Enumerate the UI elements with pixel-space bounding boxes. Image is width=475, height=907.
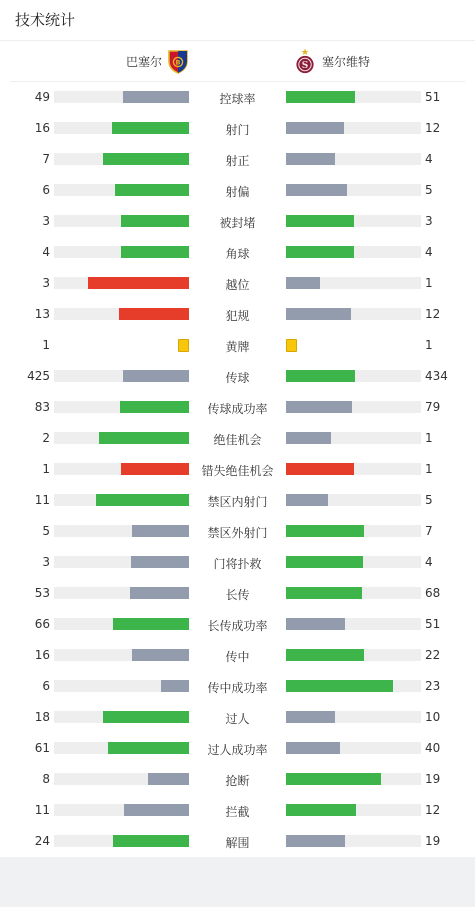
home-stat-bar [99,432,189,444]
away-stat-track [286,525,421,537]
stat-row [0,609,475,640]
home-stat-bar [130,587,189,599]
home-stat-bar [121,246,189,258]
home-stat-value: 7 [42,152,50,166]
away-stat-value: 22 [425,648,441,662]
home-stat-track [54,711,189,723]
away-stat-value: 10 [425,710,441,724]
away-stat-track [286,432,421,444]
home-stat-track [54,91,189,103]
away-stat-bar [286,742,340,754]
home-stat-value: 11 [34,493,50,507]
stat-row [0,299,475,330]
yellow-card-icon [178,339,189,352]
stat-label: 门将扑救 [213,557,262,571]
away-stat-value: 7 [425,524,433,538]
stat-label: 传球 [225,371,250,385]
home-stat-value: 3 [42,555,50,569]
home-stat-bar [88,277,189,289]
away-stat-track [286,649,421,661]
stat-label: 传中成功率 [207,681,268,695]
away-stat-value: 19 [425,834,441,848]
away-stat-value: 23 [425,679,441,693]
away-stat-track [286,587,421,599]
stat-row [0,330,475,361]
away-stat-bar [286,618,345,630]
away-stat-value: 51 [425,90,441,104]
away-stat-bar [286,215,354,227]
stat-label: 禁区内射门 [207,495,268,509]
page-title: 技术统计 [0,0,475,41]
stat-label: 拦截 [225,805,250,819]
stat-row [0,764,475,795]
home-stat-track [54,308,189,320]
away-stat-value: 12 [425,307,441,321]
away-stat-track [286,401,421,413]
away-stat-value: 4 [425,245,433,259]
home-stat-track [54,277,189,289]
away-stat-track [286,370,421,382]
away-stat-bar [286,463,354,475]
home-stat-bar [119,308,189,320]
home-stat-bar [112,122,189,134]
away-stat-value: 1 [425,338,433,352]
away-stat-bar [286,835,345,847]
stat-label: 绝佳机会 [213,433,262,447]
away-stat-value: 4 [425,555,433,569]
teams-header [10,41,465,82]
home-stat-track [54,680,189,692]
stat-label: 长传成功率 [207,619,268,633]
stat-row [0,361,475,392]
home-stat-value: 2 [42,431,50,445]
home-stat-bar [131,556,189,568]
home-stat-bar [123,91,189,103]
away-stat-value: 1 [425,431,433,445]
stat-row [0,826,475,857]
home-stat-track [54,773,189,785]
home-stat-value: 49 [34,90,50,104]
away-stat-value: 12 [425,803,441,817]
stat-row [0,640,475,671]
away-stat-value: 68 [425,586,441,600]
away-stat-track [286,835,421,847]
away-stat-track [286,277,421,289]
away-stat-track [286,773,421,785]
away-stat-value: 3 [425,214,433,228]
home-stat-value: 18 [34,710,50,724]
away-stat-value: 79 [425,400,441,414]
home-stat-bar [132,525,189,537]
home-stat-bar [103,711,189,723]
away-stat-value: 51 [425,617,441,631]
home-team-name: 巴塞尔 [125,54,162,69]
home-stat-track [54,153,189,165]
home-stat-track [54,463,189,475]
away-stat-bar [286,773,381,785]
away-stat-bar [286,122,344,134]
home-stat-bar [161,680,189,692]
away-stat-bar [286,556,363,568]
home-stat-bar [120,401,189,413]
away-stat-value: 4 [425,152,433,166]
home-stat-bar [123,370,189,382]
away-stat-bar [286,525,364,537]
away-stat-value: 1 [425,276,433,290]
home-stat-track [54,556,189,568]
home-stat-value: 24 [34,834,50,848]
home-stat-bar [103,153,189,165]
away-stat-track [286,680,421,692]
away-stat-bar [286,308,351,320]
away-stat-value: 40 [425,741,441,755]
home-stat-value: 8 [42,772,50,786]
stat-row [0,268,475,299]
home-stat-track [54,587,189,599]
away-stat-track [286,618,421,630]
away-stat-value: 12 [425,121,441,135]
away-stat-track [286,804,421,816]
stat-label: 角球 [225,247,250,261]
away-stat-track [286,556,421,568]
home-stat-value: 53 [34,586,50,600]
stat-label: 传中 [225,650,250,664]
away-stat-value: 5 [425,493,433,507]
away-stat-track [286,215,421,227]
away-stat-value: 1 [425,462,433,476]
away-stat-value: 5 [425,183,433,197]
home-stat-track [54,742,189,754]
stat-row [0,578,475,609]
away-stat-bar [286,711,335,723]
home-stat-value: 4 [42,245,50,259]
away-stat-bar [286,184,347,196]
stat-label: 错失绝佳机会 [201,464,274,478]
away-stat-bar [286,804,356,816]
stat-label: 禁区外射门 [207,526,268,540]
away-stat-bar [286,649,364,661]
home-stat-bar [115,184,189,196]
home-stat-bar [132,649,189,661]
away-stat-bar [286,153,335,165]
home-stat-bar [113,835,189,847]
stat-row [0,175,475,206]
home-stat-value: 16 [34,121,50,135]
away-stat-bar [286,246,354,258]
stat-row [0,82,475,113]
home-stat-value: 6 [42,679,50,693]
away-stat-track [286,184,421,196]
stat-row [0,113,475,144]
home-stat-value: 1 [42,462,50,476]
stat-row [0,206,475,237]
home-team[interactable] [126,41,190,81]
home-stat-track [54,835,189,847]
stat-row [0,454,475,485]
home-stat-value: 16 [34,648,50,662]
away-stat-bar [286,401,352,413]
stat-label: 抢断 [225,774,250,788]
home-stat-bar [121,215,189,227]
home-stat-track [54,649,189,661]
away-stat-bar [286,277,320,289]
home-stat-value: 5 [42,524,50,538]
away-stat-bar [286,587,362,599]
stat-row [0,485,475,516]
stat-label: 过人成功率 [207,743,268,757]
stat-row [0,144,475,175]
home-stat-track [54,184,189,196]
stat-label: 射偏 [225,185,250,199]
stats-list [0,82,475,857]
stat-row [0,671,475,702]
home-stat-value: 3 [42,276,50,290]
away-stat-bar [286,432,331,444]
home-stat-track [54,432,189,444]
stat-label: 射门 [225,123,250,137]
home-stat-track [54,122,189,134]
home-stat-value: 66 [34,617,50,631]
away-team-name: 塞尔维特 [322,54,371,69]
stat-label: 长传 [225,588,250,602]
stat-label: 控球率 [219,92,256,106]
away-stat-bar [286,91,355,103]
stat-label: 解围 [225,836,250,850]
stat-row [0,423,475,454]
home-stat-track [54,370,189,382]
away-stat-bar [286,370,355,382]
away-stat-bar [286,494,328,506]
away-stat-track [286,463,421,475]
home-stat-value: 3 [42,214,50,228]
home-stat-value: 13 [34,307,50,321]
away-stat-track [286,246,421,258]
home-stat-bar [113,618,189,630]
away-stat-track [286,122,421,134]
home-stat-bar [148,773,189,785]
stat-label: 黄牌 [225,340,250,354]
stat-row [0,516,475,547]
home-stat-value: 6 [42,183,50,197]
away-stat-value: 434 [425,369,448,383]
stat-row [0,733,475,764]
home-stat-track [54,525,189,537]
home-stat-value: 11 [34,803,50,817]
away-stat-value: 19 [425,772,441,786]
away-team[interactable] [293,41,370,81]
away-stat-track [286,91,421,103]
svg-text:S: S [301,61,309,71]
home-stat-bar [121,463,189,475]
stat-label: 越位 [225,278,250,292]
stat-row [0,702,475,733]
yellow-card-icon [286,339,297,352]
home-stat-track [54,804,189,816]
home-stat-track [54,618,189,630]
stat-label: 过人 [225,712,250,726]
home-stat-bar [96,494,189,506]
home-stat-track [54,494,189,506]
away-stat-bar [286,680,393,692]
home-stat-track [54,246,189,258]
home-stat-value: 83 [34,400,50,414]
stat-row [0,392,475,423]
home-stat-value: 1 [42,338,50,352]
stat-label: 被封堵 [219,216,256,230]
home-stat-track [54,401,189,413]
fc-basel-crest-icon [166,48,190,74]
stat-row [0,547,475,578]
stat-row [0,795,475,826]
home-stat-track [54,215,189,227]
stat-label: 犯规 [225,309,250,323]
home-stat-bar [124,804,189,816]
stat-label: 射正 [225,154,250,168]
stat-row [0,237,475,268]
away-stat-track [286,711,421,723]
home-stat-bar [108,742,189,754]
away-stat-track [286,308,421,320]
servette-fc-crest-icon [293,48,317,74]
svg-text:B: B [175,58,181,67]
home-stat-value: 425 [27,369,50,383]
stat-label: 传球成功率 [207,402,268,416]
away-stat-track [286,494,421,506]
away-stat-track [286,742,421,754]
home-stat-value: 61 [34,741,50,755]
away-stat-track [286,153,421,165]
